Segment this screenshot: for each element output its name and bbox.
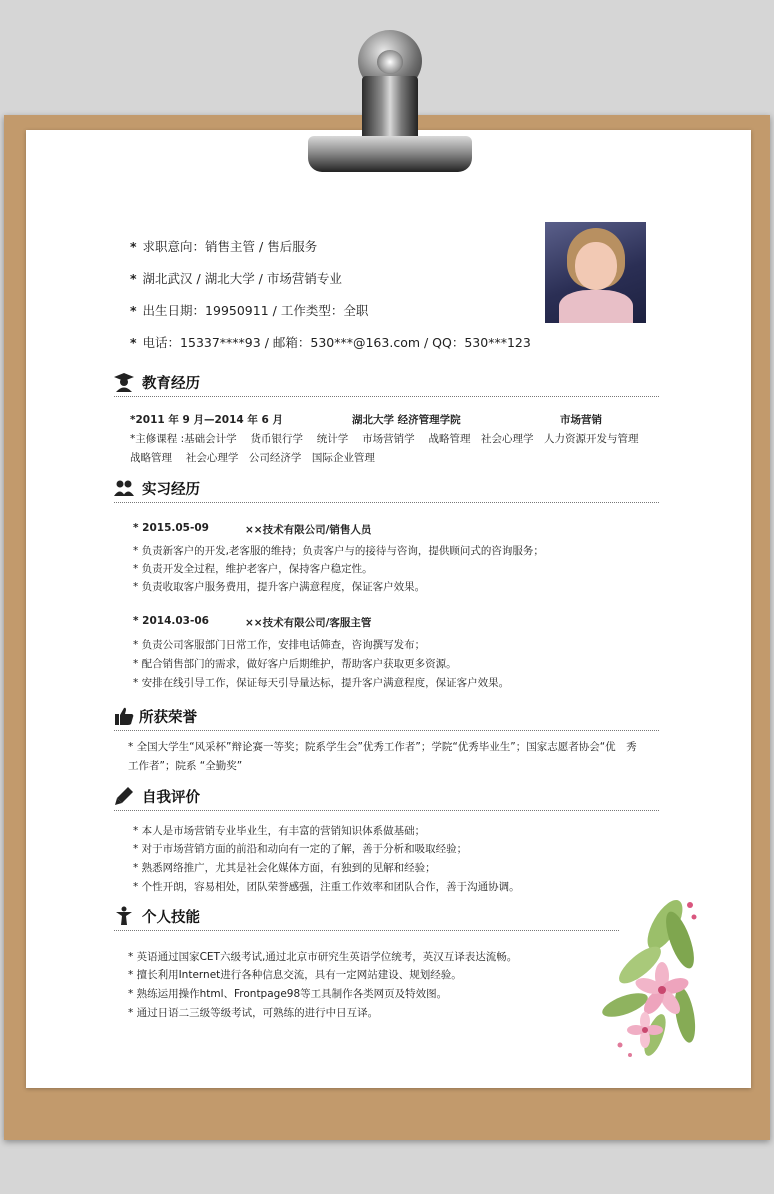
skills-item: * 通过日语二三级等级考试，可熟练的进行中日互译。: [128, 1007, 379, 1019]
job1-item: * 负责开发全过程，维护老客户，保持客户稳定性。: [133, 563, 373, 575]
job2-item: * 配合销售部门的需求，做好客户后期维护，帮助客户获取更多资源。: [133, 658, 457, 670]
internship-header: [114, 478, 659, 503]
self-eval-item: * 本人是市场营销专业毕业生，有丰富的营销知识体系做基础；: [133, 825, 426, 837]
self-eval-item: * 熟悉网络推广，尤其是社会化媒体方面，有独到的见解和经验；: [133, 862, 436, 874]
skills-title: 个人技能: [142, 910, 200, 926]
skills-header: [114, 906, 619, 931]
education-title: 教育经历: [142, 376, 200, 392]
job1-item: * 负责收取客户服务费用，提升客户满意程度，保证客户效果。: [133, 581, 426, 593]
person-icon: [114, 906, 134, 926]
job2-company: ××技术有限公司/客服主管: [245, 617, 372, 629]
location-school: * 湖北武汉 / 湖北大学 / 市场营销专业: [130, 271, 342, 286]
job2-item: * 负责公司客服部门日常工作，安排电话筛查，咨询撰写发布；: [133, 639, 426, 651]
honors-line1: * 全国大学生“风采杯”辩论赛一等奖；院系学生会”优秀工作者”；学院“优秀毕业生”；国家志愿者协会“优 秀: [128, 741, 637, 753]
honors-header: [114, 706, 659, 731]
job1-company: ××技术有限公司/销售人员: [245, 524, 372, 536]
birth-worktype: * 出生日期：19950911 / 工作类型：全职: [130, 303, 369, 318]
pen-icon: [114, 786, 134, 806]
self-eval-item: * 个性开朗，容易相处，团队荣誉感强，注重工作效率和团队合作，善于沟通协调。: [133, 881, 520, 893]
job2-date: * 2014.03-06: [133, 615, 209, 627]
education-courses-line2: 战略管理 社会心理学 公司经济学 国际企业管理: [130, 452, 375, 464]
skills-item: * 英语通过国家CET六级考试,通过北京市研究生英语学位统考，英汉互译表达流畅。: [128, 951, 518, 963]
graduate-icon: [114, 372, 134, 392]
contact-info: * 电话：15337****93 / 邮箱：530***@163.com / QQ：530***123: [130, 335, 531, 350]
education-courses-line1: *主修课程 :基础会计学 货币银行学 统计学 市场营销学 战略管理 社会心理学 人力资源开发与管理: [130, 433, 639, 445]
flower-decoration: [600, 895, 700, 1065]
thumbs-up-icon: [114, 706, 134, 726]
binder-clip: [300, 28, 480, 178]
education-header: [114, 372, 659, 397]
job1-item: * 负责新客户的开发,老客服的维持；负责客户与的接待与咨询，提供顾问式的咨询服务；: [133, 545, 544, 557]
job2-item: * 安排在线引导工作，保证每天引导量达标，提升客户满意程度，保证客户效果。: [133, 677, 510, 689]
profile-photo: [545, 222, 646, 323]
education-period: *2011 年 9 月—2014 年 6 月: [130, 414, 283, 426]
job1-date: * 2015.05-09: [133, 522, 209, 534]
self-eval-header: [114, 786, 659, 811]
job-intention: * 求职意向：销售主管 / 售后服务: [130, 239, 318, 254]
self-eval-item: * 对于市场营销方面的前沿和动向有一定的了解，善于分析和吸取经验；: [133, 843, 468, 855]
internship-title: 实习经历: [142, 482, 200, 498]
education-major: 市场营销: [560, 414, 602, 426]
education-school: 湖北大学 经济管理学院: [352, 414, 461, 426]
skills-item: * 擅长利用Internet进行各种信息交流，具有一定网站建设、规划经验。: [128, 969, 462, 981]
honors-line2: 工作者”；院系 “全勤奖”: [128, 760, 243, 772]
skills-item: * 熟练运用操作html、Frontpage98等工具制作各类网页及特效图。: [128, 988, 448, 1000]
honors-title: 所获荣誉: [139, 710, 197, 726]
team-icon: [114, 478, 134, 498]
self-eval-title: 自我评价: [142, 790, 200, 806]
